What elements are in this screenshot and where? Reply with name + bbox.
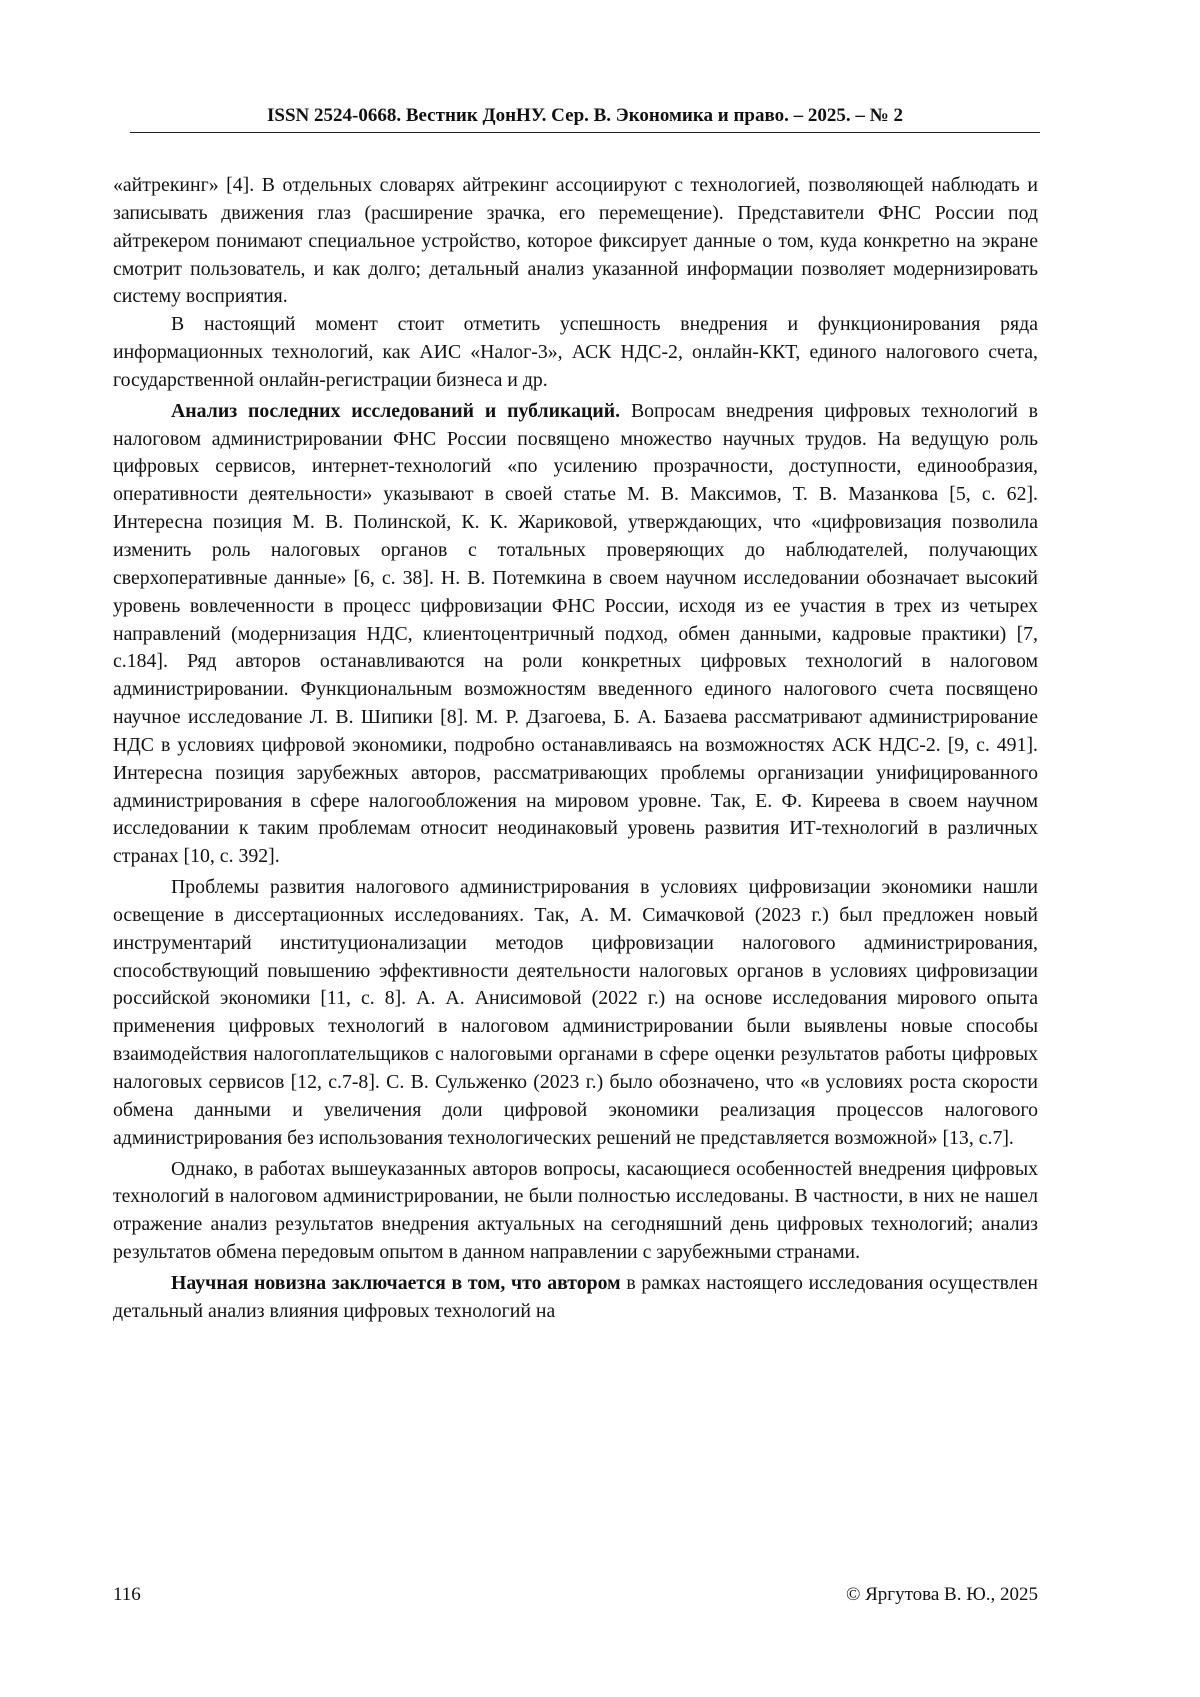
paragraph-technologies: В настоящий момент стоит отметить успешность внедрения и функционирования ряда информационных технологий, как АИС «Налог-3», АСК НДС-2, онлайн-ККТ, единого налогового счета, государственной онлайн-регистрации бизнеса и др.: [113, 313, 1038, 391]
paragraph-eyetracking: «айтрекинг» [4]. В отдельных словарях айтрекинг ассоциируют с технологией, позволяющей наблюдать и записывать движения глаз (расширение зрачка, его перемещение). Представители ФНС России под айтрекером понимают специальное устройство, которое фиксирует данные о том, куда конкретно на экране смотрит пользователь, и как долго; детальный анализ указанной информации позволяет модернизировать систему восприятия.: [113, 174, 1038, 308]
paragraph-dissertations: Проблемы развития налогового администрирования в условиях цифровизации экономики нашли освещение в диссертационных исследованиях. Так, А. М. Симачковой (2023 г.) был предложен новый инструментарий институционализации методов цифровизации налогового администрирования, способствующий повышению эффективности деятельности налоговых органов в условиях цифровизации российской экономики [11, с. 8]. А. А. Анисимовой (2022 г.) на основе исследования мирового опыта применения цифровых технологий в налоговом администрировании были выявлены новые способы взаимодействия налогоплательщиков с налоговыми органами в сфере оценки результатов работы цифровых налоговых сервисов [12, с.7-8]. С. В. Сульженко (2023 г.) было обозначено, что «в условиях роста скорости обмена данными и увеличения доли цифровой экономики реализация процессов налогового администрирования без использования технологических решений не представляется возможной» [13, с.7].: [113, 876, 1038, 1149]
article-body: [113, 172, 1038, 1326]
copyright-notice: © Яргутова В. Ю., 2025: [845, 1584, 1038, 1605]
page-number: 116: [113, 1584, 141, 1605]
section-lead-literature-review: Анализ последних исследований и публикаций.: [171, 399, 621, 422]
paragraph-literature-review: [113, 398, 1038, 871]
journal-header: ISSN 2524-0668. Вестник ДонНУ. Сер. В. Экономика и право. – 2025. – № 2: [130, 104, 1040, 133]
paragraph-literature-review-text: Вопросам внедрения цифровых технологий в налоговом администрировании ФНС России посвящено множество научных трудов. На ведущую роль цифровых сервисов, интернет-технологий «по усилению прозрачности, доступности, единообразия, оперативности деятельности» указывают в своей статье М. В. Максимов, Т. В. Мазанкова [5, с. 62]. Интересна позиция М. В. Полинской, К. К. Жариковой, утверждающих, что «цифровизация позволила изменить роль налоговых органов с тотальных проверяющих до наблюдателей, получающих сверхоперативные данные» [6, с. 38]. Н. В. Потемкина в своем научном исследовании обозначает высокий уровень вовлеченности в процесс цифровизации ФНС России, исходя из ее участия в трех из четырех направлений (модернизация НДС, клиентоцентричный подход, обмен данными, кадровые практики) [7, с.184]. Ряд авторов останавливаются на роли конкретных цифровых технологий в налоговом администрировании. Функциональным возможностям введенного единого налогового счета посвящено научное исследование Л. В. Шипики [8]. М. Р. Дзагоева, Б. А. Базаева рассматривают администрирование НДС в условиях цифровой экономики, подробно останавливаясь на возможностях АСК НДС-2. [9, с. 491]. Интересна позиция зарубежных авторов, рассматривающих проблемы организации унифицированного администрирования в сфере налогообложения на мировом уровне. Так, Е. Ф. Киреева в своем научном исследовании к таким проблемам относит неодинаковый уровень развития ИТ-технологий в различных странах [10, с. 392].: [113, 399, 1038, 868]
paragraph-gaps: Однако, в работах вышеуказанных авторов вопросы, касающиеся особенностей внедрения цифровых технологий в налоговом администрировании, не были полностью исследованы. В частности, в них не нашел отражение анализ результатов внедрения актуальных на сегодняшний день цифровых технологий; анализ результатов обмена передовым опытом в данном направлении с зарубежными странами.: [113, 1157, 1038, 1264]
paragraph-novelty: [113, 1270, 1038, 1326]
paragraph-novelty-text: в рамках настоящего исследования осуществлен детальный анализ влияния цифровых технологий на: [113, 1271, 1038, 1322]
section-lead-novelty: Научная новизна заключается в том, что автором: [171, 1271, 621, 1294]
